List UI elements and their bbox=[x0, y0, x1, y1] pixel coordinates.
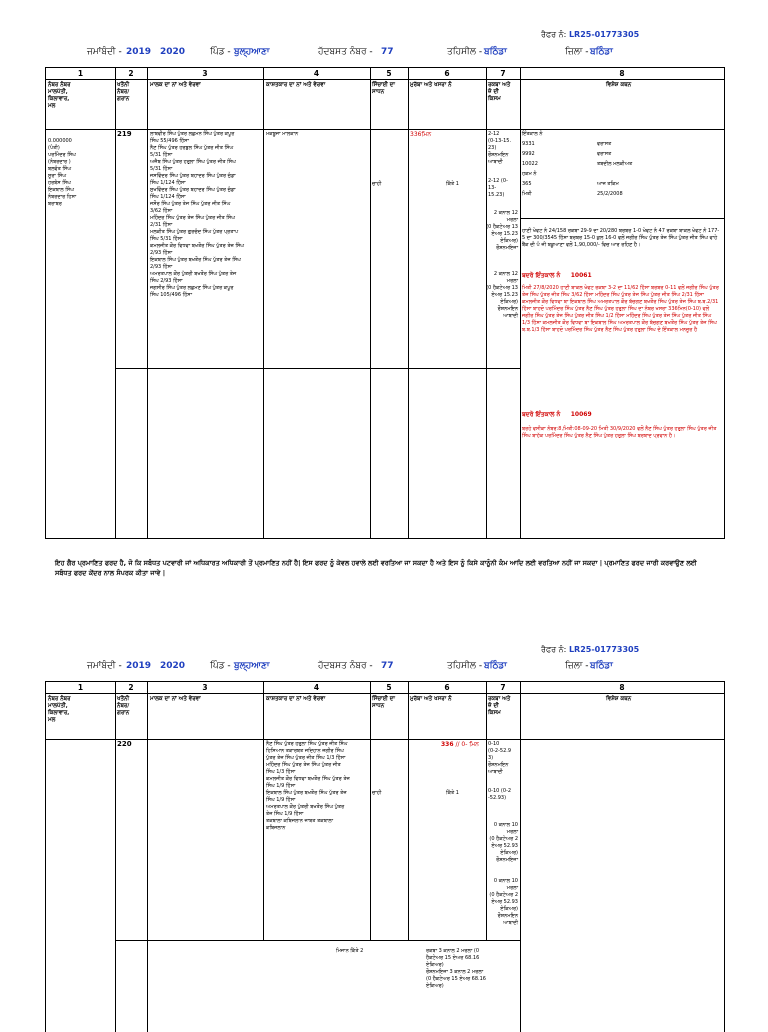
record2-murabba: 336 // 0- ਮਿਨ bbox=[441, 741, 479, 748]
reference-number-2 bbox=[541, 645, 639, 655]
document-header bbox=[0, 47, 768, 61]
jamabandi-year-2: 2020 bbox=[160, 47, 186, 57]
hadbast-value-2: 77 bbox=[381, 661, 394, 671]
col-number-6: 6 bbox=[444, 69, 450, 78]
record1-rakba-2: 2-12 (0- 13- 15.23) bbox=[488, 178, 508, 198]
col-number-3: 3 bbox=[202, 69, 208, 78]
col-number-3-p2: 3 bbox=[202, 683, 208, 692]
col-head-8: ਵਿਸ਼ੇਸ਼ ਕਥਨ bbox=[606, 82, 632, 88]
jamabandi-year-1-2: 2019 bbox=[126, 661, 152, 671]
pind-value: ਬੁਲ੍ਹਆਣਾ bbox=[234, 47, 270, 57]
record1-rakba-1: 2-12 (0-13-15. 23) ਰੌਸ਼ਨਮਇਨ ਆਬਾਦੀ bbox=[488, 131, 512, 165]
col-head-2: ਖਤੌਨੀ ਨੰਬਰ/ ਗਰਾਨ bbox=[117, 82, 130, 102]
col-number-8: 8 bbox=[619, 69, 625, 78]
record2-owners: ਨੈਣ ਸਿੰਘ ਪੁੱਤਰ ਹਰੁਲਾ ਸਿੰਘ ਪੁੱਤਰ ਜੀਤ ਸਿੰਘ ਹਿਸਿਆਨ ਤਕਾਰਬਤ ਜਦਿਹਾਨ ਜਗੀਰ ਸਿੰਘ ਪੁੱਤਰ ਤੇਜ ਸਿੰਘ ਪੁੱਤਰ ਜੀਤ ਸਿੰਘ 1/3 ਹਿੱਸਾ ਮਹਿੰਦਰ ਸਿੰਘ ਪੁੱਤਰ ਤੇਜ ਸਿੰਘ ਪੁੱਤਰ ਜੀਤ ਸਿੰਘ 1/3 ਹਿੱਸਾ ਕਮਲਜੀਤ ਕੌਰ ਵਿਧਵਾ ਬਖਤੌਰ ਸਿੰਘ ਪੁੱਤਰ ਤੇਜ ਸਿੰਘ 1/9 ਹਿੱਸਾ ਇਕਬਾਲ ਸਿੰਘ ਪੁੱਤਰ ਬਖਤੌਰ ਸਿੰਘ ਪੁੱਤਰ ਤੇਜ ਸਿੰਘ 1/9 ਹਿੱਸਾ ਅਮਰਤਪਾਲ ਕੌਰ ਪੁੱਤਰੀ ਬਖਤੌਰ ਸਿੰਘ ਪੁੱਤਰ ਤੇਜ ਸਿੰਘ 1/9 ਹਿੱਸਾ ਤਕਬਾਲਾ ਕਬਿਜਲਾਨ ਜਾਬਤ ਤਕਬਾਲਾ ਕਬਿਜਲਾਨ bbox=[266, 741, 350, 831]
col-head-4: ਕਾਸ਼ਤਕਾਰ ਦਾ ਨਾਂ ਅਤੇ ਵੇਰਵਾ bbox=[266, 82, 326, 88]
jamabandi-table-2 bbox=[45, 681, 725, 1032]
record1-total-2: 2 ਕਨਾਲ 12 ਮਰਲਾ (0 ਹੈਕਟੇਅਰ 13 ਏਅਰ 15.23 ਏਕਿਅਰ) ਰੌਸ਼ਨਮਇਨ ਆਬਾਦੀ bbox=[486, 271, 518, 319]
record1-intkal-2-heading: ਬਦਰੋ ਇੰਤਕਾਲ ਨੰ 10069 bbox=[522, 411, 592, 418]
hadbast-label-2: ਹੱਦਬਸਤ ਨੰਬਰ - bbox=[318, 661, 373, 671]
hadbast-value: 77 bbox=[381, 47, 394, 57]
col-number-2-p2: 2 bbox=[128, 683, 134, 692]
jila-value: ਬਠਿੰਡਾ bbox=[590, 47, 613, 57]
col-number-7-p2: 7 bbox=[500, 683, 506, 692]
col-number-5: 5 bbox=[386, 69, 392, 78]
record1-intkal-2-text: ਬਰਹੇ ਵਸੀਕਾ ਨੰਬਰ:8,ਮਿਤੀ:08-09-20 ਮਿਤੀ 30/9/2020 ਵਲੋਂ ਨੈਣ ਸਿੰਘ ਪੁੱਤਰ ਹਰੁਲਾ ਸਿੰਘ ਪੁੱਤਰ ਜੀਤ ਸਿੰਘ ਬਾਹੱਕ ਪਰਮਿੰਦਰ ਸਿੰਘ ਪੁੱਤਰ ਨੈਣ ਸਿੰਘ ਪੁੱਤਰ ਹਰੁਲਾ ਸਿੰਘ ਬਰਬਾਦ ਪ੍ਰਵਾਨ ਹੈ। bbox=[522, 426, 717, 439]
reference-value: LR25-01773305 bbox=[568, 30, 640, 39]
pind-label: ਪਿੰਡ - bbox=[210, 47, 231, 57]
record2-khasra: ਕਿੱਤੇ 1 bbox=[446, 790, 459, 796]
col-head-3: ਮਾਲਕ ਦਾ ਨਾਂ ਅਤੇ ਵੇਰਵਾ bbox=[150, 82, 201, 88]
col-number-1-p2: 1 bbox=[77, 683, 84, 692]
col-head-5-p2: ਸਿੰਚਾਈ ਦਾ ਸਾਧਨ bbox=[372, 696, 395, 709]
record1-intkal-1-text: ਮਿਤੀ 27/8/2020 ਹਾਣੀ ਬਾਕਲ ਖੇਵਟ ਰਕਬਾ 3-2 ਦਾ 11/62 ਹਿੱਸਾ ਬਰਬਰ 0-11 ਵਲੋਂ ਜਗੀਰ ਸਿੰਘ ਪੁੱਤਰ ਤੇਜ ਸਿੰਘ ਪੁੱਤਰ ਜੀਤ ਸਿੰਘ 3/62 ਹਿੱਸਾ ਮਹਿੰਦਰ ਸਿੰਘ ਪੁੱਤਰ ਤੇਜ ਸਿੰਘ ਪੁੱਤਰ ਜੀਤ ਸਿੰਘ 2/31 ਹਿੱਸਾ ਕਮਲਜੀਤ ਕੌਰ ਵਿਧਵਾ ਬਾ ਇਕਬਾਲ ਸਿੰਘ ਅਮਰਤਪਾਲ ਕੌਰ ਬੱਚਗਣ ਬਖਤੌਰ ਸਿੰਘ ਪੁੱਤਰ ਤੇਜ ਸਿੰਘ ਬ.ਬ.2/31 ਹਿੱਸਾ ਬਾਹਦੋ ਪਰਮਿੰਦਰ ਸਿੰਘ ਪੁੱਤਰ ਨੈਣ ਸਿੰਘ ਪੁੱਤਰ ਹਰੁਲਾ ਸਿੰਘ ਦਾ ਨੰਬਰ ਖਸਰਾ 336ਮਿਨ(0-10) ਵਲੋਂ ਜਗੀਰ ਸਿੰਘ ਪੁੱਤਰ ਤੇਜ ਸਿੰਘ ਪੁੱਤਰ ਜੀਤ ਸਿੰਘ 1/2 ਹਿੱਸਾ ਮਹਿੰਦਰ ਸਿੰਘ ਪੁੱਤਰ ਤੇਜ ਸਿੰਘ ਪੁੱਤਰ ਜੀਤ ਸਿੰਘ 1/3 ਹਿੱਸਾ ਕਮਲਜੀਤ ਕੌਰ ਵਿਧਵਾ ਬਾ ਇਕਬਾਲ ਸਿੰਘ ਅਮਰਤਪਾਲ ਕੌਰ ਬੱਚਗਣ ਬਖਤੌਰ ਸਿੰਘ ਪੁੱਤਰ ਤੇਜ ਸਿੰਘ ਬ.ਬ.1/3 ਹਿੱਸਾ ਬਾਹਦੋ ਪਰਮਿੰਦਰ ਸਿੰਘ ਪੁੱਤਰ ਨੈਣ ਸਿੰਘ ਪੁੱਤਰ ਹਰੁਲਾ ਸਿੰਘ ਦੇ ਇੰਤਕਾਲ ਮਨਜੂਰ ਹੈ bbox=[522, 285, 719, 333]
record2-summary: ਰਕਬਾ 3 ਕਨਾਲ 2 ਮਰਲਾ (0 ਹੈਕਟੇਅਰ 15 ਏਅਰ 68.16 ਏਕਿਅਰ) ਰੌਸ਼ਨਮਇਜਾ 3 ਕਨਾਲ 2 ਮਰਲਾ (0 ਹੈਕਟੇਅਰ 15 ਏਅਰ 68.16 ਏਕਿਅਰ) bbox=[426, 948, 486, 989]
record2-irrigation: ਚਾਹੀ bbox=[372, 790, 382, 796]
record1-remarks-note: ਹਾਣੀ ਖੇਵਟ ਨੰ 24/158 ਰਕਬਾ 29-9 ਦਾ 20/280 ਬਰਬਰ 1-0 ਖੇਵਟ ਨੰ 47 ਰਕਬਾ ਬਾਕਲ ਖੇਵਟ ਨੰ 177-5 ਦਾ 300/3545 ਹਿੱਸਾ ਬਰਬਰ 15-0 ਕੁਲ 16-0 ਵਲੋਂ ਜਗੀਰ ਸਿੰਘ ਪੁੱਤਰ ਤੇਜ ਸਿੰਘ ਪੁੱਤਰ ਜੀਤ ਸਿੰਘ ਵਾਹੇ ਬੈਂਕ ਦੀ ਪੰ ਜੀ ਬਕੂਆਣਾ ਵਲੋਂ 1,90,000/- ਵਿਚ ਆਰ ਰਹਿਣ ਹੈ। bbox=[522, 228, 720, 248]
disclaimer: ਇਹ ਗੈਰ ਪ੍ਰਮਾਣਿਤ ਫਰਦ ਹੈ, ਜੋ ਕਿ ਸਬੰਧਤ ਪਟਵਾਰੀ ਜਾਂ ਅਧਿਕਾਰਤ ਅਧਿਕਾਰੀ ਤੋਂ ਪ੍ਰਮਾਣਿਤ ਨਹੀਂ ਹੈ| ਇਸ ਫਰਦ ਨੂੰ ਕੇਵਲ ਹਵਾਲੇ ਲਈ ਵਰਤਿਆ ਜਾ ਸਕਦਾ ਹੈ ਅਤੇ ਇਸ ਨੂੰ ਕਿਸੇ ਕਾਨੂੰਨੀ ਕੰਮ ਆਦਿ ਲਈ ਵਰਤਿਆ ਨਹੀਂ ਜਾ ਸਕਦਾ | ਪ੍ਰਮਾਣਿਤ ਫਰਦ ਜਾਰੀ ਕਰਵਾਉਣ ਲਈ ਸਬੰਧਤ ਫਰਦ ਕੇਂਦਰ ਨਾਲ ਸੰਪਰਕ ਕੀਤਾ ਜਾਵੇ | bbox=[55, 559, 697, 577]
tehsil-label-2: ਤਹਿਸੀਲ - bbox=[447, 661, 483, 671]
record1-khatauni: 219 bbox=[117, 130, 132, 138]
record1-intkal-1-heading: ਬਦਰੋ ਇੰਤਕਾਲ ਨੰ 10061 bbox=[522, 272, 592, 279]
col-head-7: ਰਕਬਾ ਅਤੇ ਜ਼ੋ ਦੀ ਕਿਸਮ bbox=[488, 82, 511, 102]
col-number-2: 2 bbox=[128, 69, 134, 78]
jamabandi-label: ਜਮਾਂਬੰਦੀ - bbox=[87, 47, 122, 57]
jamabandi-table-1 bbox=[45, 67, 725, 539]
col-number-4: 4 bbox=[313, 69, 320, 78]
tehsil-label: ਤਹਿਸੀਲ - bbox=[447, 47, 483, 57]
reference-number bbox=[541, 30, 639, 40]
col-number-6-p2: 6 bbox=[444, 683, 450, 692]
record2-rakba-1: 0-10 (0-2-52.9 3) ਰੌਸ਼ਨਮਇਨ ਆਬਾਦੀ bbox=[488, 741, 512, 775]
col-number-4-p2: 4 bbox=[313, 683, 320, 692]
col-head-1: ਨੰਬਰ ਨੰਬਰ ਮਾਲਪੱਤੀ, ਕਿਲਾਵਾਰ, ਮਲ bbox=[48, 82, 71, 109]
record1-remarks-table: ਇੰਤਕਾਲ ਨੰ 9331 ਵਰਾਸਤ 9992 ਵਰਾਸਤ 10022 ਤਬਦੀਲ ਮਲਕੀਅਤ ਹਕਮ ਨੰ 365 ਆਜ ਤਕਿਮ ਮਿਤੀ 25/2/2008 bbox=[522, 131, 633, 197]
pind-value-2: ਬੁਲ੍ਹਆਣਾ bbox=[234, 661, 270, 671]
record2-total-1: 0 ਕਨਾਲ 10 ਮਰਲਾ (0 ਹੈਕਟੇਅਰ 2 ਏਅਰ 52.93 ਏਕਿਅਰ) ਰੌਸ਼ਨਮਇਜਾ bbox=[489, 822, 518, 863]
col-head-6: ਮੁਰੱਬਾ ਅਤੇ ਖਸਰਾ ਨੰ bbox=[410, 82, 452, 88]
col-head-8-p2: ਵਿਸ਼ੇਸ਼ ਕਥਨ bbox=[606, 696, 632, 702]
pind-label-2: ਪਿੰਡ - bbox=[210, 661, 231, 671]
record1-irrigation: ਚਾਹੀ bbox=[372, 181, 382, 187]
reference-label: ਰੈਫਰ ਨੰ: bbox=[541, 30, 567, 39]
col-head-2-p2: ਖਤੌਨੀ ਨੰਬਰ/ ਗਰਾਨ bbox=[117, 696, 130, 716]
record2-khatauni: 220 bbox=[117, 740, 132, 748]
record1-khasra: ਕਿੱਤੇ 1 bbox=[446, 181, 459, 187]
jila-label: ਜ਼ਿਲਾ - bbox=[565, 47, 589, 57]
tehsil-value: ਬਠਿੰਡਾ bbox=[484, 47, 507, 57]
col-number-7: 7 bbox=[500, 69, 506, 78]
col-head-5: ਸਿੰਚਾਈ ਦਾ ਸਾਧਨ bbox=[372, 82, 395, 95]
col-number-1: 1 bbox=[77, 69, 84, 78]
col-head-3-p2: ਮਾਲਕ ਦਾ ਨਾਂ ਅਤੇ ਵੇਰਵਾ bbox=[150, 696, 201, 702]
record2-summary-label: ਮਿਜਾਨ ਕਿੱਤੇ 2 bbox=[336, 948, 364, 954]
col-number-8-p2: 8 bbox=[619, 683, 625, 692]
jila-value-2: ਬਠਿੰਡਾ bbox=[590, 661, 613, 671]
col-number-5-p2: 5 bbox=[386, 683, 392, 692]
record2-rakba-2: 0-10 (0-2 -52.93) bbox=[488, 788, 512, 801]
jamabandi-label-2: ਜਮਾਂਬੰਦੀ - bbox=[87, 661, 122, 671]
reference-label-2: ਰੈਫਰ ਨੰ: bbox=[541, 645, 567, 654]
hadbast-label: ਹੱਦਬਸਤ ਨੰਬਰ - bbox=[318, 47, 373, 57]
record1-owners: ਲਾਬਵੀਰ ਸਿੰਘ ਪੁੱਤਰ ਲਛਮਨ ਸਿੰਘ ਪੁੱਤਰ ਕਪੂਰ ਸਿੰਘ 55/496 ਹਿੱਸਾ ਨੈਣ ਸਿੰਘ ਪੁੱਤਰ ਹਰਬੁਲ ਸਿੰਘ ਪੁੱਤਰ ਜੀਤ ਸਿੰਘ 5/31 ਹਿੱਸਾ ਅਜੈਬ ਸਿੰਘ ਪੁੱਤਰ ਹਰੁਲਾ ਸਿੰਘ ਪੁੱਤਰ ਜੀਤ ਸਿੰਘ 5/31 ਹਿੱਸਾ ਜਸਵਿੰਦਰ ਸਿੰਘ ਪੁੱਤਰ ਬਹਾਦਰ ਸਿੰਘ ਪੁੱਤਰ ਜੁੰਡਾ ਸਿੰਘ 1/124 ਹਿੱਸਾ ਸੁਖਵਿੰਦਰ ਸਿੰਘ ਪੁੱਤਰ ਬਹਾਦਰ ਸਿੰਘ ਪੁੱਤਰ ਜੁੰਡਾ ਸਿੰਘ 1/124 ਹਿੱਸਾ ਜਸੌਰ ਸਿੰਘ ਪੁੱਤਰ ਤੇਜ ਸਿੰਘ ਪੁੱਤਰ ਜੀਤ ਸਿੰਘ 3/62 ਹਿੱਸਾ ਮਹਿੰਦਰ ਸਿੰਘ ਪੁੱਤਰ ਤੇਜ ਸਿੰਘ ਪੁੱਤਰ ਜੀਤ ਸਿੰਘ 2/31 ਹਿੱਸਾ ਮਲਕੀਤ ਸਿੰਘ ਪੁੱਤਰ ਗੁਰਚੰਦ ਸਿੰਘ ਪੁੱਤਰ ਪ੍ਰਤਾਪ ਸਿੰਘ 5/31 ਹਿੱਸਾ ਕਮਲਜੀਤ ਕੌਰ ਵਿਧਵਾ ਬਖਤੌਰ ਸਿੰਘ ਪੁੱਤਰ ਤੇਜ਼ ਸਿੰਘ 2/93 ਹਿੱਸਾ ਇਕਬਾਲ ਸਿੰਘ ਪੁੱਤਰ ਬਖਤੌਰ ਸਿੰਘ ਪੁੱਤਰ ਤੇਜ ਸਿੰਘ 2/93 ਹਿੱਸਾ ਅਮਰਤਪਾਲ ਕੌਰ ਪੁੱਤਰੀ ਬਖਤੌਰ ਸਿੰਘ ਪੁੱਤਰ ਤੇਜ ਸਿੰਘ 2/93 ਹਿੱਸਾ ਜਗਸੀਰ ਸਿੰਘ ਪੁੱਤਰ ਲਛਮਣ ਸਿੰਘ ਪੁੱਤਰ ਕਪੂਰ ਸਿੰਘ 105/496 ਹਿੱਸਾ bbox=[150, 131, 245, 298]
col-head-7-p2: ਰਕਬਾ ਅਤੇ ਜ਼ੋ ਦੀ ਕਿਸਮ bbox=[488, 696, 511, 716]
document-header-2 bbox=[0, 661, 768, 675]
col-head-4-p2: ਕਾਸ਼ਤਕਾਰ ਦਾ ਨਾਂ ਅਤੇ ਵੇਰਵਾ bbox=[266, 696, 326, 702]
jamabandi-year-2-2: 2020 bbox=[160, 661, 186, 671]
jamabandi-year-1: 2019 bbox=[126, 47, 152, 57]
record2-total-2: 0 ਕਨਾਲ 10 ਮਰਲਾ (0 ਹੈਕਟੇਅਰ 2 ਏਅਰ 52.93 ਏਕਿਅਰ) ਰੌਸ਼ਨਮਇਨ ਆਬਾਦੀ bbox=[489, 878, 518, 926]
col-head-6-p2: ਮੁਰੱਬਾ ਅਤੇ ਖਸਰਾ ਨੰ bbox=[410, 696, 452, 702]
record1-total-1: 2 ਕਨਾਲ 12 ਮਰਲਾ (0 ਹੈਕਟੇਅਰ 13 ਏਅਰ 15.23 ਏਕਿਅਰ) ਰੌਸ਼ਨਮਇਜਾ bbox=[486, 210, 518, 251]
record1-murabba: 336ਮਿਨ bbox=[410, 131, 432, 138]
jila-label-2: ਜ਼ਿਲਾ - bbox=[565, 661, 589, 671]
tehsil-value-2: ਬਠਿੰਡਾ bbox=[484, 661, 507, 671]
col-head-1-p2: ਨੰਬਰ ਨੰਬਰ ਮਾਲਪੱਤੀ, ਕਿਲਾਵਾਰ, ਮਲ bbox=[48, 696, 71, 723]
reference-value-2: LR25-01773305 bbox=[568, 645, 640, 654]
record1-cultivator: ਮਕਬੂਜਾ ਮਾਲਕਾਨ bbox=[266, 131, 299, 137]
record1-khewat: 0.000000 (ਪੰਤੀ) ਪਰਮਿੰਦਰ ਸਿੰਘ (ਨੰਬਰਦਾਰ ) ਬਲਵੰਤ ਸਿੰਘ ਸੂਰਾ ਸਿੰਘ ਹਰਬੰਸ ਸਿੰਘ ਇਕਬਾਲ ਸਿੰਘ ਨੰਬਰਦਾਰ ਹਿਸਾ ਬਰਾਬਰ bbox=[48, 138, 77, 207]
